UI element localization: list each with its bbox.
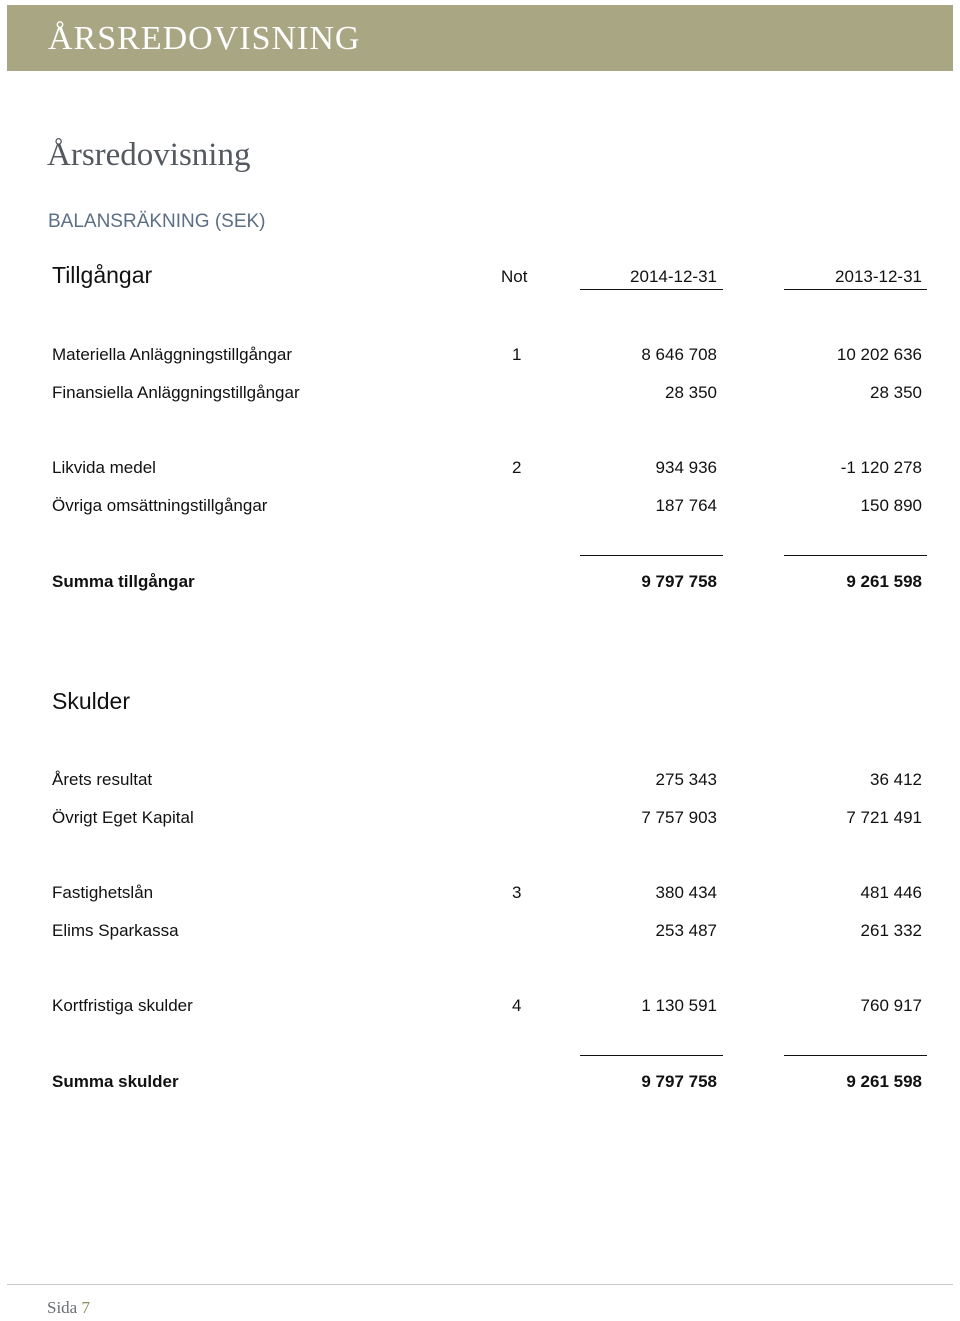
banner-title: ÅRSREDOVISNING: [48, 20, 361, 57]
column-header-2013: 2013-12-31: [835, 267, 922, 286]
row-note: 4: [512, 996, 522, 1015]
table-row: [0, 458, 960, 482]
total-value-2014: 9 797 758: [641, 572, 717, 591]
total-rule-2014: [580, 555, 723, 556]
row-value-2014: 275 343: [655, 770, 717, 789]
assets-heading: Tillgångar: [52, 262, 153, 288]
row-label: Övrigt Eget Kapital: [52, 808, 194, 827]
row-label: Fastighetslån: [52, 883, 154, 902]
liabilities-total-row: [0, 1072, 960, 1096]
row-note: 2: [512, 458, 522, 477]
row-label: Materiella Anläggningstillgångar: [52, 345, 293, 364]
row-value-2013: 36 412: [870, 770, 922, 789]
total-label: Summa skulder: [52, 1072, 179, 1091]
row-value-2014: 934 936: [655, 458, 717, 477]
document-subtitle: BALANSRÄKNING (SEK): [48, 211, 266, 232]
row-note: 3: [512, 883, 522, 902]
row-value-2013: 481 446: [860, 883, 922, 902]
total-value-2013: 9 261 598: [846, 1072, 922, 1091]
row-value-2014: 187 764: [655, 496, 717, 515]
total-value-2013: 9 261 598: [846, 572, 922, 591]
row-value-2014: 380 434: [655, 883, 717, 902]
page-number: 7: [81, 1298, 90, 1317]
document-title: Årsredovisning: [47, 137, 251, 173]
row-value-2013: -1 120 278: [840, 458, 922, 477]
table-row: [0, 770, 960, 794]
footer-divider: [7, 1284, 953, 1285]
liabilities-heading: Skulder: [52, 688, 130, 714]
row-label: Likvida medel: [52, 458, 156, 477]
table-row: [0, 496, 960, 520]
column-header-2013-underline: [784, 289, 927, 290]
row-value-2014: 1 130 591: [641, 996, 717, 1015]
table-row: [0, 345, 960, 369]
column-header-2014: 2014-12-31: [630, 267, 717, 286]
table-row: [0, 996, 960, 1020]
assets-total-row: [0, 572, 960, 596]
header-banner: [7, 5, 953, 71]
row-value-2013: 7 721 491: [846, 808, 922, 827]
total-label: Summa tillgångar: [52, 572, 195, 591]
row-value-2014: 7 757 903: [641, 808, 717, 827]
row-value-2013: 28 350: [870, 383, 922, 402]
page-label: Sida: [47, 1298, 78, 1317]
table-row: [0, 921, 960, 945]
total-rule-2013: [784, 1055, 927, 1056]
column-header-note: Not: [501, 267, 528, 286]
row-value-2014: 253 487: [655, 921, 717, 940]
column-header-2014-underline: [580, 289, 723, 290]
row-label: Övriga omsättningstillgångar: [52, 496, 268, 515]
row-label: Årets resultat: [52, 770, 153, 789]
row-value-2013: 760 917: [860, 996, 922, 1015]
row-label: Finansiella Anläggningstillgångar: [52, 383, 300, 402]
row-value-2013: 10 202 636: [836, 345, 922, 364]
total-rule-2013: [784, 555, 927, 556]
row-note: 1: [512, 345, 522, 364]
row-value-2014: 8 646 708: [641, 345, 717, 364]
row-value-2013: 261 332: [860, 921, 922, 940]
total-rule-2014: [580, 1055, 723, 1056]
row-value-2013: 150 890: [860, 496, 922, 515]
total-value-2014: 9 797 758: [641, 1072, 717, 1091]
table-row: [0, 883, 960, 907]
row-label: Kortfristiga skulder: [52, 996, 193, 1015]
table-row: [0, 808, 960, 832]
row-value-2014: 28 350: [665, 383, 717, 402]
row-label: Elims Sparkassa: [52, 921, 179, 940]
table-row: [0, 383, 960, 407]
page-footer: [47, 1298, 90, 1318]
